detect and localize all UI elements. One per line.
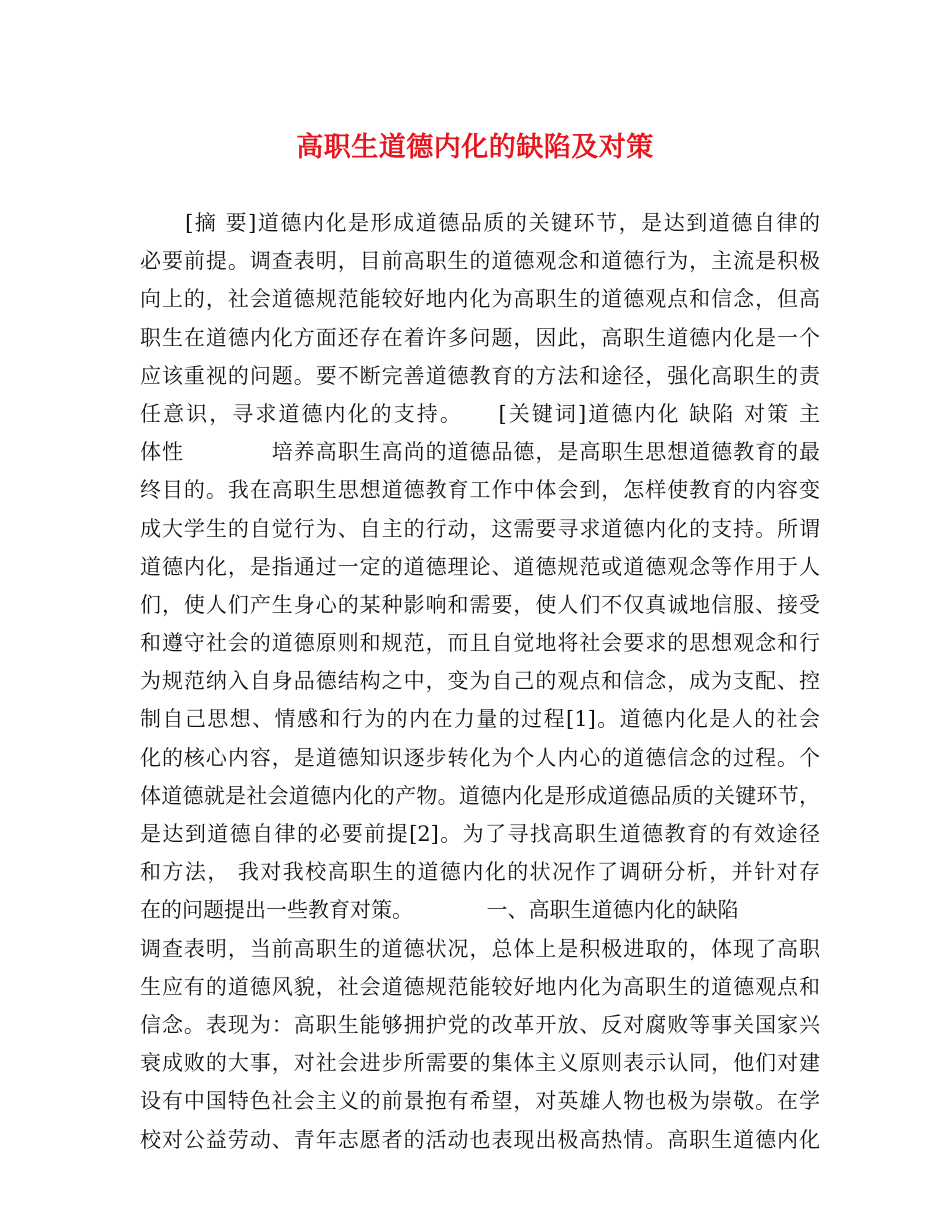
body-line: 和方法， 我对我校高职生的道德内化的状况作了调研分析，并针对存 <box>140 860 820 885</box>
body-line: 任意识，寻求道德内化的支持。 [关键词]道德内化 缺陷 对策 主 <box>140 401 820 426</box>
body-line: 和遵守社会的道德原则和规范，而且自觉地将社会要求的思想观念和行 <box>140 631 820 656</box>
body-line: 是达到道德自律的必要前提[2]。为了寻找高职生道德教育的有效途径 <box>140 822 820 846</box>
body-line: 化的核心内容，是道德知识逐步转化为个人内心的道德信念的过程。个 <box>140 745 820 770</box>
body-line: 体道德就是社会道德内化的产物。道德内化是形成道德品质的关键环节， <box>140 783 820 808</box>
body-line: 职生在道德内化方面还存在着许多问题，因此，高职生道德内化是一个 <box>140 325 820 350</box>
body-line: 向上的，社会道德规范能较好地内化为高职生的道德观点和信念，但高 <box>140 287 820 312</box>
body-line: 调查表明，当前高职生的道德状况，总体上是积极进取的，体现了高职 <box>140 936 820 961</box>
body-line: 制自己思想、情感和行为的内在力量的过程[1]。道德内化是人的社会 <box>140 707 820 732</box>
body-line: 校对公益劳动、青年志愿者的活动也表现出极高热情。高职生道德内化 <box>140 1127 820 1152</box>
body-line: 信念。表现为：高职生能够拥护党的改革开放、反对腐败等事关国家兴 <box>140 1012 820 1037</box>
body-line: 必要前提。调查表明，目前高职生的道德观念和道德行为，主流是积极 <box>140 249 820 274</box>
body-line: 在的问题提出一些教育对策。 一、高职生道德内化的缺陷 <box>140 898 739 923</box>
body-line: 应该重视的问题。要不断完善道德教育的方法和途径，强化高职生的责 <box>140 363 820 388</box>
body-line: 设有中国特色社会主义的前景抱有希望，对英雄人物也极为崇敬。在学 <box>140 1089 820 1114</box>
body-line: 衰成败的大事，对社会进步所需要的集体主义原则表示认同，他们对建 <box>140 1051 820 1076</box>
body-line: 道德内化，是指通过一定的道德理论、道德规范或道德观念等作用于人 <box>140 554 820 579</box>
document-body <box>140 204 820 1159</box>
body-line: 成大学生的自觉行为、自主的行动，这需要寻求道德内化的支持。所谓 <box>140 516 820 541</box>
document-title: 高职生道德内化的缺陷及对策 <box>296 132 654 163</box>
body-line: 生应有的道德风貌，社会道德规范能较好地内化为高职生的道德观点和 <box>140 974 820 999</box>
body-line: [摘 要]道德内化是形成道德品质的关键环节，是达到道德自律的 <box>140 211 820 235</box>
body-line: 们，使人们产生身心的某种影响和需要，使人们不仅真诚地信服、接受 <box>140 592 820 617</box>
body-line: 终目的。我在高职生思想道德教育工作中体会到，怎样使教育的内容变 <box>140 478 820 503</box>
body-line: 体性 培养高职生高尚的道德品德，是高职生思想道德教育的最 <box>140 440 820 465</box>
body-line: 为规范纳入自身品德结构之中，变为自己的观点和信念，成为支配、控 <box>140 669 820 694</box>
